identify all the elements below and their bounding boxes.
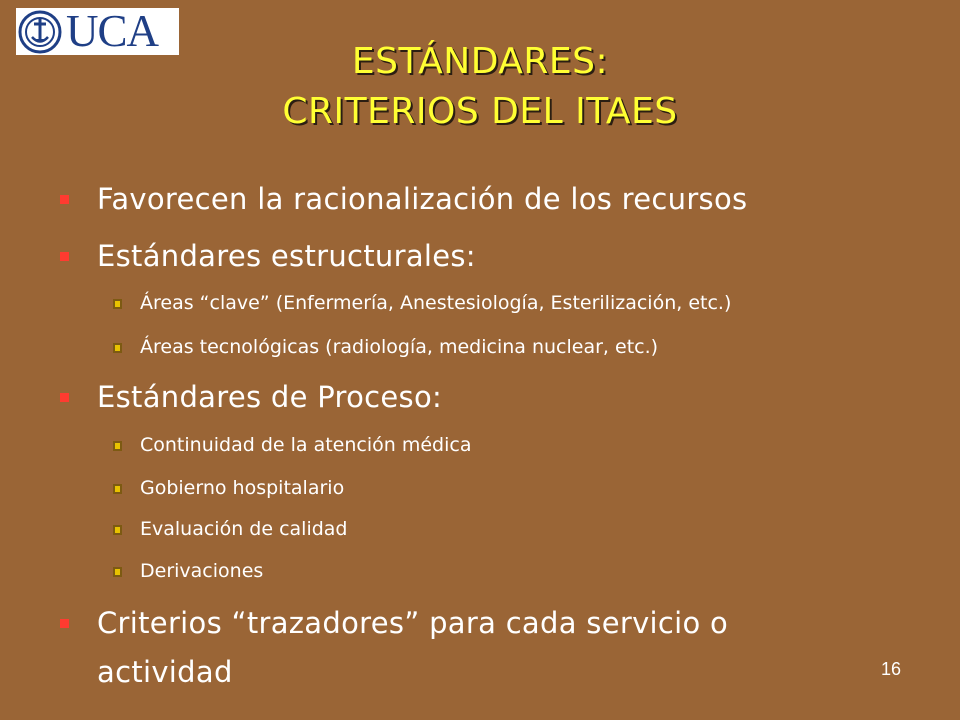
sub-bullet-text: Áreas “clave” (Enfermería, Anestesiología, Esterilización, etc.) bbox=[140, 292, 732, 314]
square-bullet-icon bbox=[60, 619, 69, 628]
uca-seal-icon bbox=[18, 10, 62, 54]
sub-bullet-icon bbox=[113, 343, 122, 353]
square-bullet-icon bbox=[60, 195, 69, 204]
sub-bullet-icon bbox=[113, 441, 122, 451]
slide-title-line1: ESTÁNDARES: bbox=[351, 41, 609, 82]
bullet-favorecen bbox=[60, 179, 747, 219]
sub-bullet-gobierno bbox=[113, 474, 344, 502]
sub-bullet-areas-tecnologicas bbox=[113, 333, 658, 361]
bullet-estandares-estructurales bbox=[60, 236, 476, 276]
sub-bullet-icon bbox=[113, 525, 122, 535]
sub-bullet-derivaciones bbox=[113, 557, 263, 585]
sub-bullet-icon bbox=[113, 567, 122, 577]
sub-bullet-icon bbox=[113, 484, 122, 494]
sub-bullet-areas-clave bbox=[113, 289, 731, 317]
bullet-text: Favorecen la racionalización de los recursos bbox=[97, 182, 748, 216]
bullet-text: Estándares estructurales: bbox=[97, 239, 476, 273]
uca-logo-text: UCA bbox=[66, 6, 159, 56]
sub-bullet-icon bbox=[113, 299, 122, 309]
square-bullet-icon bbox=[60, 393, 69, 402]
bullet-text: Criterios “trazadores” para cada servicio o bbox=[97, 606, 729, 640]
sub-bullet-evaluacion bbox=[113, 515, 348, 543]
bullet-estandares-proceso bbox=[60, 377, 442, 417]
bullet-text-continuation: actividad bbox=[97, 655, 233, 689]
sub-bullet-text: Áreas tecnológicas (radiología, medicina nuclear, etc.) bbox=[140, 336, 659, 358]
sub-bullet-text: Continuidad de la atención médica bbox=[140, 434, 472, 456]
sub-bullet-text: Evaluación de calidad bbox=[140, 518, 348, 540]
sub-bullet-text: Derivaciones bbox=[140, 560, 264, 582]
square-bullet-icon bbox=[60, 252, 69, 261]
slide-title-line2: CRITERIOS DEL ITAES bbox=[282, 91, 678, 132]
sub-bullet-text: Gobierno hospitalario bbox=[140, 477, 345, 499]
sub-bullet-continuidad bbox=[113, 431, 471, 459]
bullet-text: Estándares de Proceso: bbox=[97, 380, 443, 414]
slide-number: 16 bbox=[880, 659, 901, 679]
bullet-criterios-trazadores bbox=[60, 603, 728, 643]
